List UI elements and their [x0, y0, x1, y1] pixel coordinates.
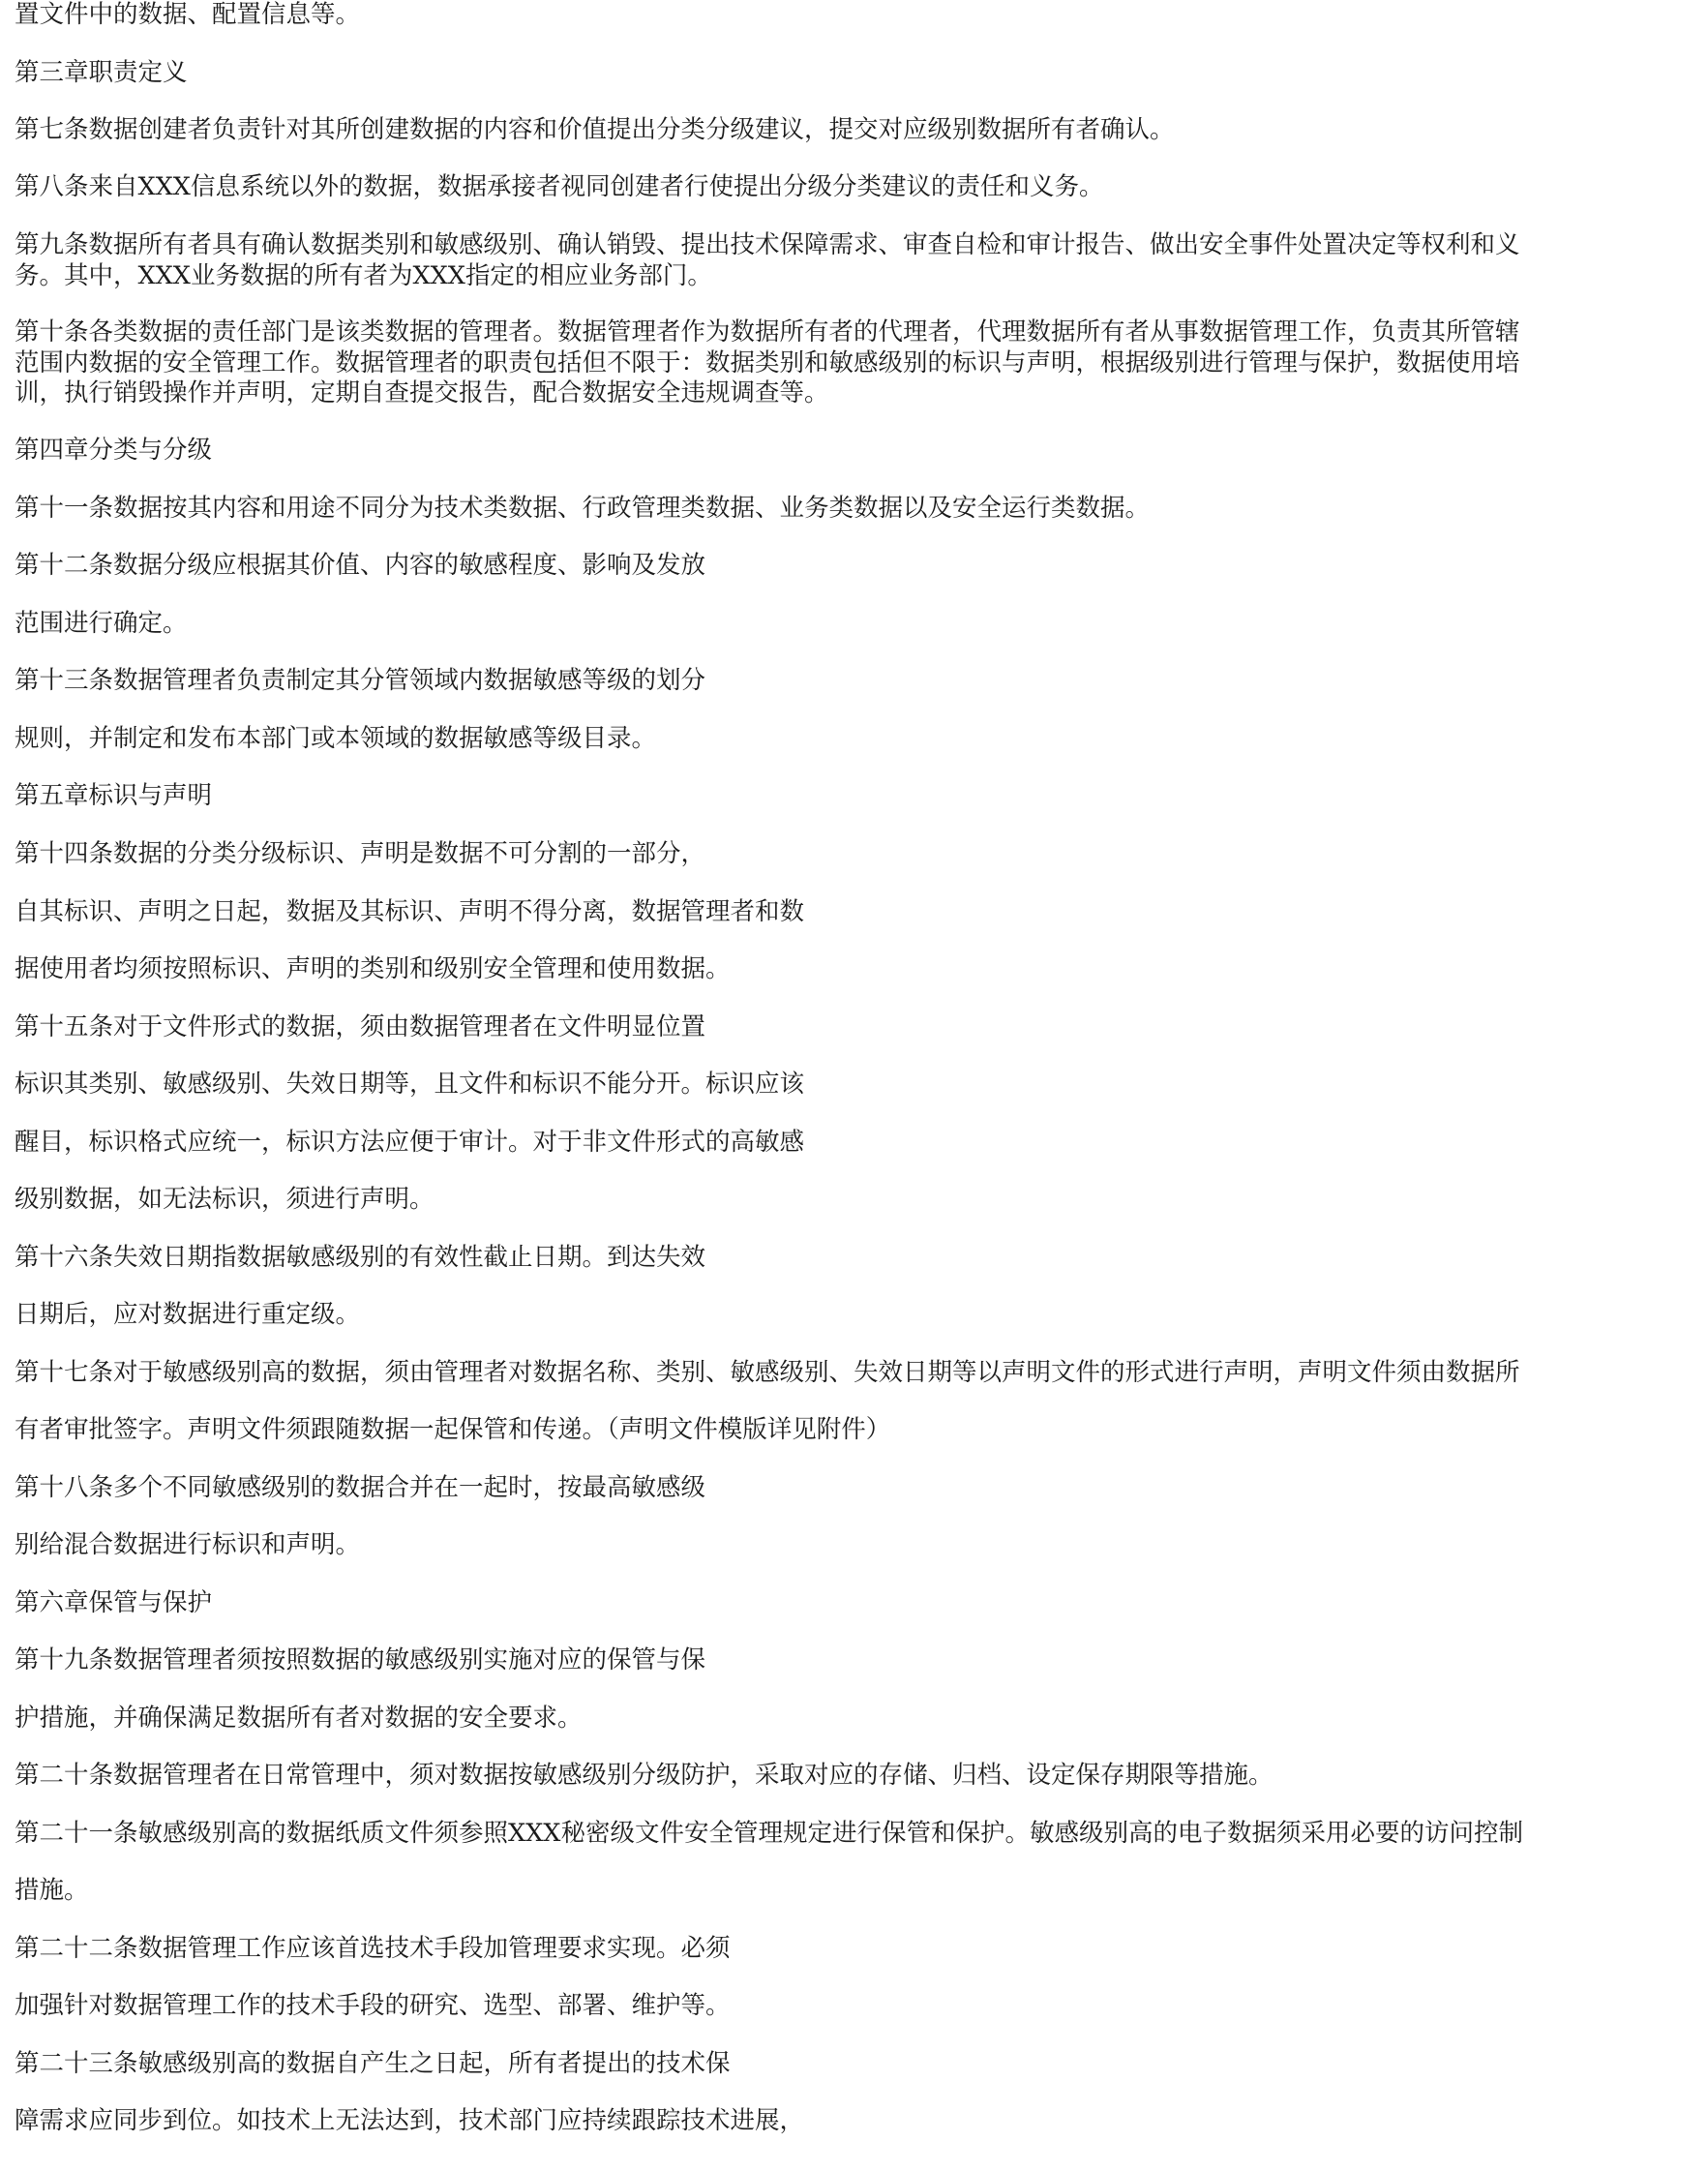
text-line: 有者审批签字。声明文件须跟随数据一起保管和传递。（声明文件模版详见附件） [15, 1415, 891, 1444]
text-line: 措施。 [15, 1876, 89, 1905]
text-line: 第七条数据创建者负责针对其所创建数据的内容和价值提出分类分级建议，提交对应级别数据所有者确认。 [15, 115, 1175, 144]
text-line: 第十九条数据管理者须按照数据的敏感级别实施对应的保管与保 [15, 1645, 706, 1674]
text-line: 第八条来自XXX信息系统以外的数据，数据承接者视同创建者行使提出分级分类建议的责任和义务。 [15, 172, 1104, 201]
text-line: 别给混合数据进行标识和声明。 [15, 1530, 361, 1559]
text-line: 第十六条失效日期指数据敏感级别的有效性截止日期。到达失效 [15, 1243, 706, 1272]
text-line: 训，执行销毁操作并声明，定期自查提交报告，配合数据安全违规调查等。 [15, 378, 829, 407]
text-line: 第十二条数据分级应根据其价值、内容的敏感程度、影响及发放 [15, 551, 706, 580]
text-line: 范围进行确定。 [15, 609, 188, 638]
text-line: 第二十一条敏感级别高的数据纸质文件须参照XXX秘密级文件安全管理规定进行保管和保护。敏感级别高的电子数据须采用必要的访问控制 [15, 1819, 1523, 1848]
text-line: 日期后，应对数据进行重定级。 [15, 1300, 361, 1329]
chapter-heading: 第五章标识与声明 [15, 781, 213, 810]
text-line: 第十七条对于敏感级别高的数据，须由管理者对数据名称、类别、敏感级别、失效日期等以声明文件的形式进行声明，声明文件须由数据所 [15, 1358, 1520, 1387]
text-line: 醒目，标识格式应统一，标识方法应便于审计。对于非文件形式的高敏感 [15, 1128, 805, 1157]
text-line: 第十三条数据管理者负责制定其分管领域内数据敏感等级的划分 [15, 666, 706, 695]
text-line: 规则，并制定和发布本部门或本领域的数据敏感等级目录。 [15, 724, 657, 753]
text-line: 范围内数据的安全管理工作。数据管理者的职责包括但不限于：数据类别和敏感级别的标识与声明，根据级别进行管理与保护，数据使用培 [15, 348, 1520, 377]
text-line: 级别数据，如无法标识，须进行声明。 [15, 1185, 434, 1214]
text-line: 加强针对数据管理工作的技术手段的研究、选型、部署、维护等。 [15, 1991, 731, 2020]
text-line: 务。其中，XXX业务数据的所有者为XXX指定的相应业务部门。 [15, 261, 712, 290]
chapter-heading: 第四章分类与分级 [15, 436, 213, 465]
text-line: 第二十二条数据管理工作应该首选技术手段加管理要求实现。必须 [15, 1934, 731, 1963]
text-line: 第十条各类数据的责任部门是该类数据的管理者。数据管理者作为数据所有者的代理者，代理数据所有者从事数据管理工作，负责其所管辖 [15, 317, 1520, 347]
text-line: 第二十三条敏感级别高的数据自产生之日起，所有者提出的技术保 [15, 2049, 731, 2078]
text-line: 标识其类别、敏感级别、失效日期等，且文件和标识不能分开。标识应该 [15, 1070, 805, 1099]
chapter-heading: 第三章职责定义 [15, 58, 188, 87]
text-line: 护措施，并确保满足数据所有者对数据的安全要求。 [15, 1704, 583, 1733]
text-line: 置文件中的数据、配置信息等。 [15, 0, 361, 29]
text-line: 第十四条数据的分类分级标识、声明是数据不可分割的一部分， [15, 839, 706, 868]
chapter-heading: 第六章保管与保护 [15, 1588, 213, 1617]
text-line: 第九条数据所有者具有确认数据类别和敏感级别、确认销毁、提出技术保障需求、审查自检和审计报告、做出安全事件处置决定等权利和义 [15, 230, 1520, 259]
text-line: 第十五条对于文件形式的数据，须由数据管理者在文件明显位置 [15, 1012, 706, 1041]
text-line: 第十八条多个不同敏感级别的数据合并在一起时，按最高敏感级 [15, 1473, 706, 1502]
text-line: 据使用者均须按照标识、声明的类别和级别安全管理和使用数据。 [15, 954, 731, 983]
text-line: 自其标识、声明之日起，数据及其标识、声明不得分离，数据管理者和数 [15, 897, 805, 926]
text-line: 第十一条数据按其内容和用途不同分为技术类数据、行政管理类数据、业务类数据以及安全运行类数据。 [15, 494, 1151, 523]
text-line: 障需求应同步到位。如技术上无法达到，技术部门应持续跟踪技术进展， [15, 2106, 805, 2135]
text-line: 第二十条数据管理者在日常管理中，须对数据按敏感级别分级防护，采取对应的存储、归档、设定保存期限等措施。 [15, 1761, 1274, 1790]
